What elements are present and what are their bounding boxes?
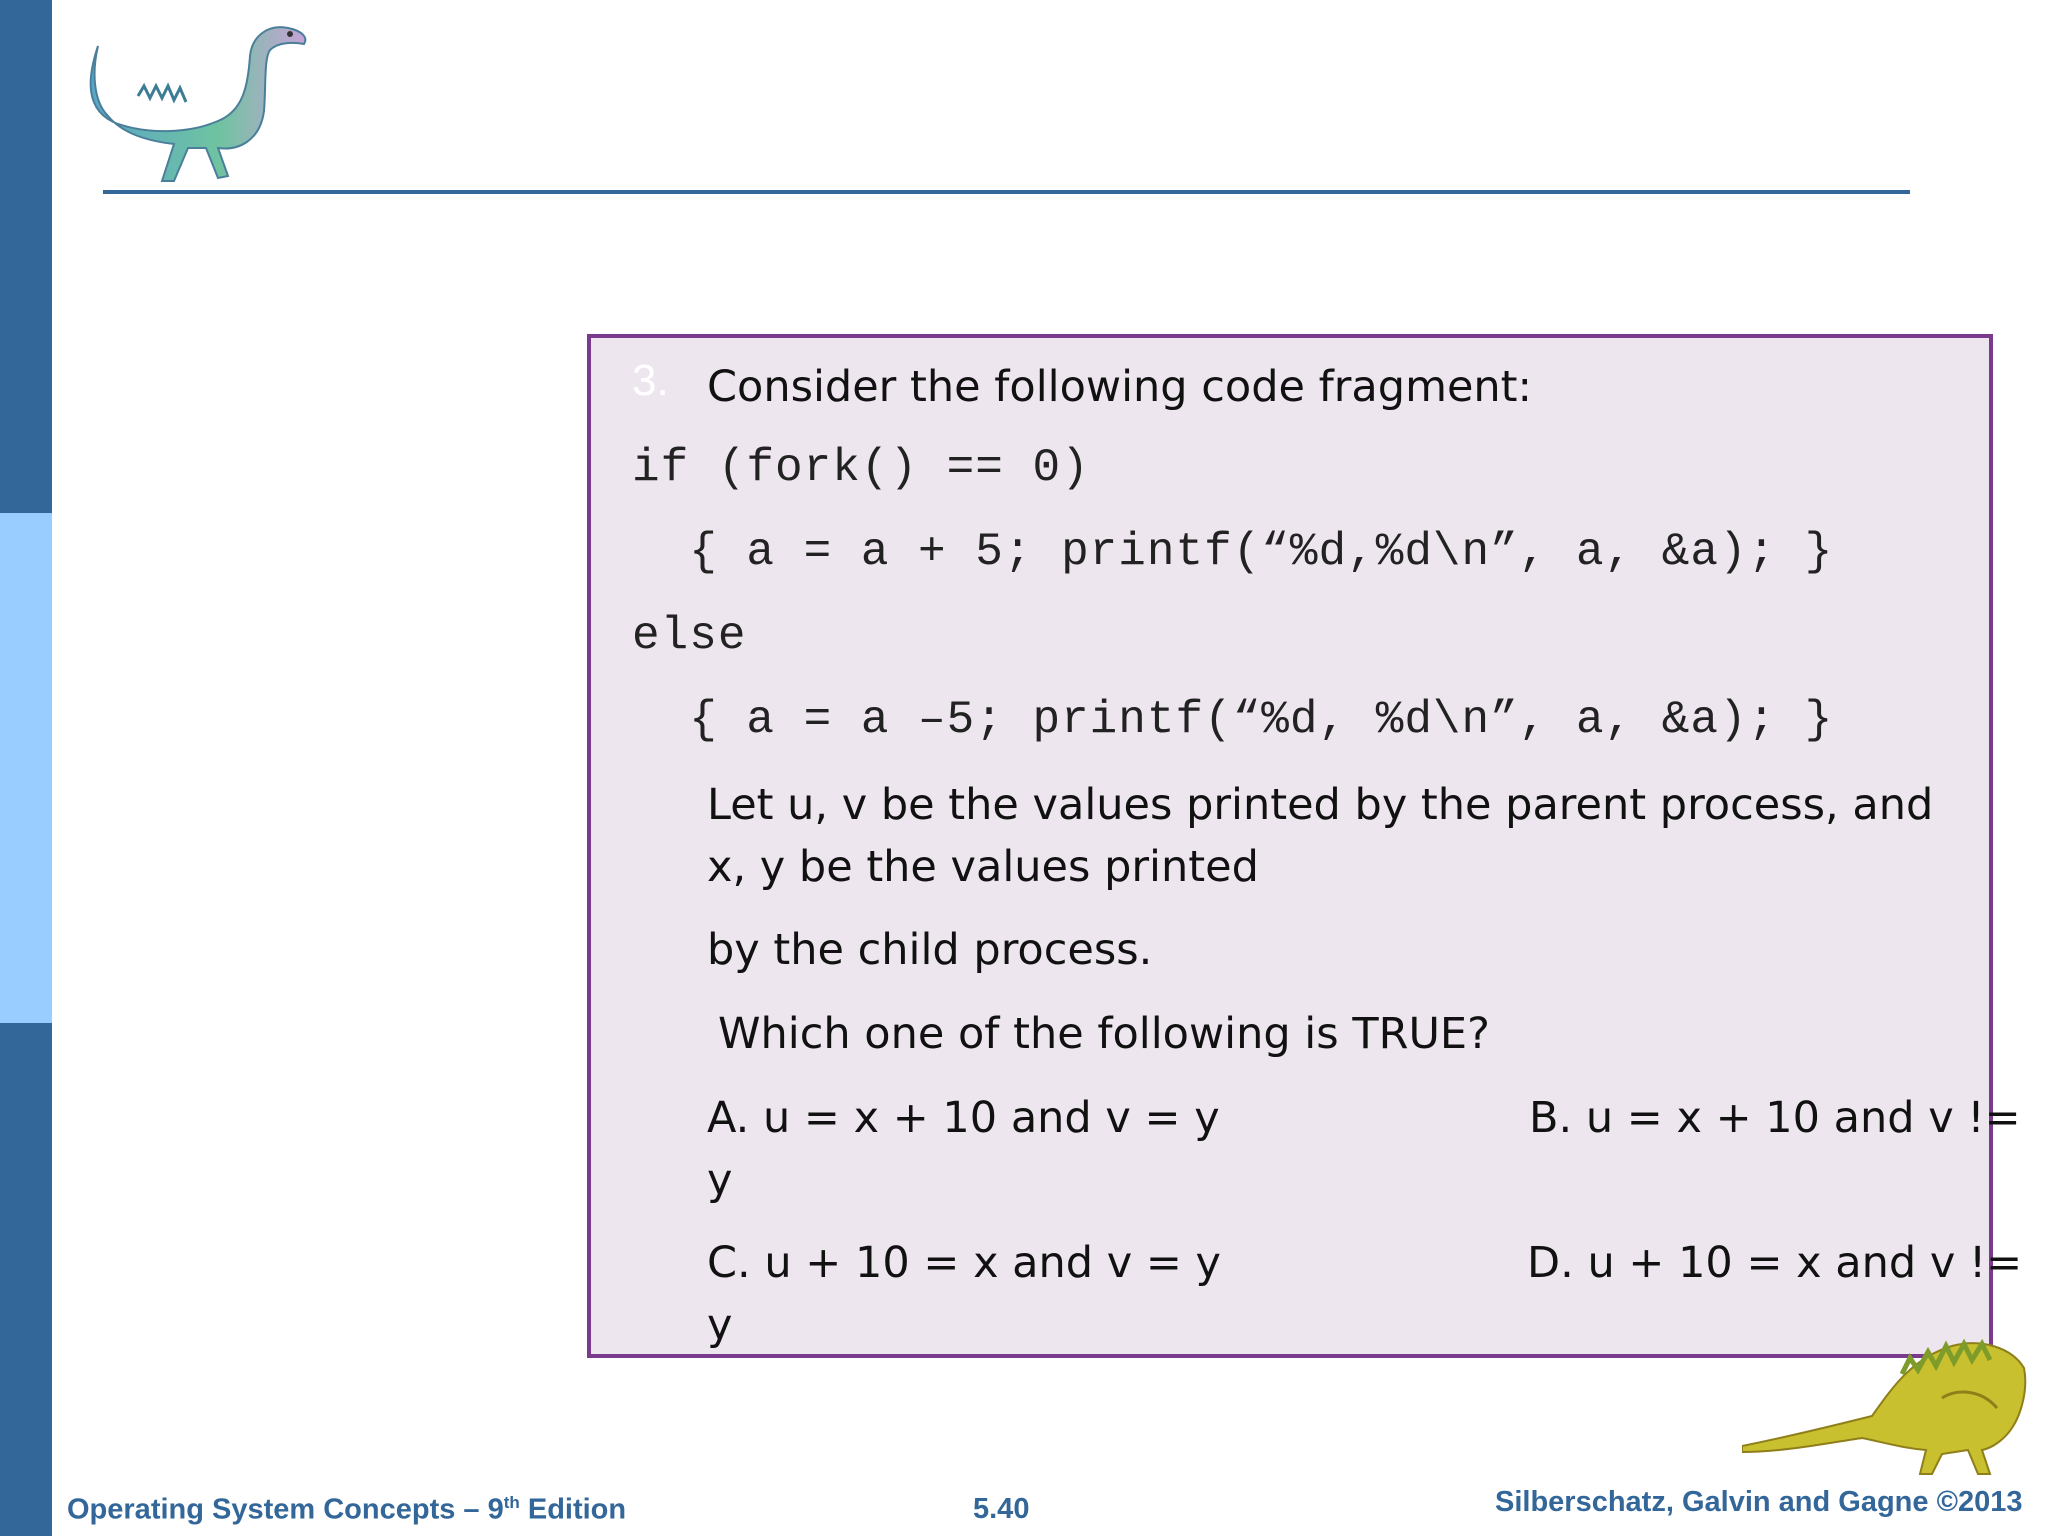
code-line-3: else <box>632 610 747 662</box>
dinosaur-icon <box>78 16 314 188</box>
option-a: A. u = x + 10 and v = y <box>707 1093 1220 1143</box>
footer-slide-number: 5.40 <box>973 1493 1030 1525</box>
code-line-4: { a = a –5; printf(“%d, %d\n”, a, &a); } <box>632 694 1834 746</box>
header-rule <box>103 190 1910 194</box>
option-b: B. u = x + 10 and v != <box>1529 1093 2021 1143</box>
side-bar-accent <box>0 513 52 1023</box>
code-line-1: if (fork() == 0) <box>632 442 1090 494</box>
footer-book-title: Operating System Concepts – 9th Edition <box>67 1493 627 1526</box>
statement-text: Let u, v be the values printed by the parent process, and x, y be the values printed <box>707 780 1934 892</box>
question-prompt: Consider the following code fragment: <box>707 362 1533 412</box>
option-c: C. u + 10 = x and v = y <box>707 1238 1222 1288</box>
statement-text-continued: by the child process. <box>707 925 1153 975</box>
code-line-2: { a = a + 5; printf(“%d,%d\n”, a, &a); } <box>632 526 1834 578</box>
question-box <box>587 334 2023 1358</box>
question-line: Which one of the following is TRUE? <box>718 1009 1490 1059</box>
question-number: 3. <box>632 356 669 405</box>
option-d-wrap: y <box>707 1300 733 1350</box>
option-b-wrap: y <box>707 1155 733 1205</box>
footer-authors: Silberschatz, Galvin and Gagne ©2013 <box>1495 1486 2023 1518</box>
option-d: D. u + 10 = x and v != <box>1527 1238 2023 1288</box>
dinosaur-icon <box>1742 1318 2028 1478</box>
